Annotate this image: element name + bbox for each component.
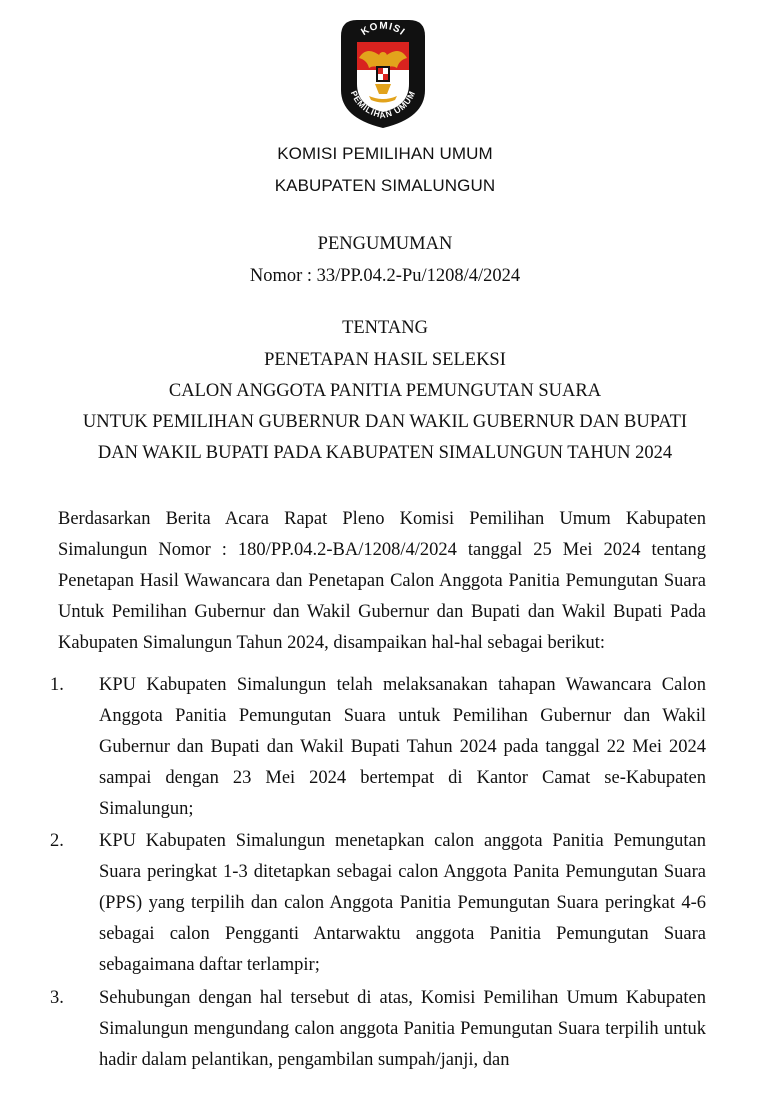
list-item-number: 3.: [50, 988, 64, 1008]
logo-text-bottom: PEMILIHAN UMUM: [348, 89, 418, 121]
org-name-line2: KABUPATEN SIMALUNGUN: [274, 176, 496, 195]
list-item: [50, 983, 706, 1083]
logo-text-top: KOMISI: [359, 20, 407, 39]
list-item-text: Sehubungan dengan hal tersebut di atas, Komisi Pemilihan Umum Kabupaten Simalungun mengundang calon anggota Panitia Pemungutan Suara terpilih untuk hadir dalam pelantikan, pengambilan sumpah/janji, dan: [99, 988, 706, 1070]
subject-about: TENTANG: [342, 318, 428, 338]
subject-line: CALON ANGGOTA PANITIA PEMUNGUTAN SUARA: [168, 381, 602, 401]
org-name-line1: KOMISI PEMILIHAN UMUM: [277, 144, 493, 163]
list-item: [50, 670, 706, 825]
announcement-heading: PENGUMUMAN: [317, 234, 453, 254]
list-item: [50, 826, 706, 981]
subject-line: UNTUK PEMILIHAN GUBERNUR DAN WAKIL GUBERNUR DAN BUPATI: [82, 412, 688, 432]
kpu-garuda-emblem-icon: [333, 14, 433, 132]
list-item-number: 1.: [50, 675, 64, 695]
intro-paragraph: Berdasarkan Berita Acara Rapat Pleno Komisi Pemilihan Umum Kabupaten Simalungun Nomor : 180/PP.04.2-BA/1208/4/2024 tanggal 25 Mei 2024 tentang Penetapan Hasil Wawancara dan Penetapan Calon Anggota Panitia Pemungutan Suara Untuk Pemilihan Gubernur dan Wakil Gubernur dan Bupati dan Wakil Bupati Pada Kabupaten Simalungun Tahun 2024, disampaikan hal-hal sebagai berikut:: [58, 509, 706, 653]
announcement-number: Nomor : 33/PP.04.2-Pu/1208/4/2024: [249, 266, 521, 286]
list-item-text: KPU Kabupaten Simalungun telah melaksanakan tahapan Wawancara Calon Anggota Panitia Pemungutan Suara untuk Pemilihan Gubernur dan Wakil Gubernur dan Bupati dan Wakil Bupati Tahun 2024 pada tanggal 22 Mei 2024 sampai dengan 23 Mei 2024 bertempat di Kantor Camat se-Kabupaten Simalungun;: [99, 675, 706, 819]
subject-line: DAN WAKIL BUPATI PADA KABUPATEN SIMALUNGUN TAHUN 2024: [97, 443, 673, 463]
list-item-number: 2.: [50, 831, 64, 851]
list-item-text: KPU Kabupaten Simalungun menetapkan calon anggota Panitia Pemungutan Suara peringkat 1-3 ditetapkan sebagai calon Anggota Panita Pemungutan Suara (PPS) yang terpilih dan calon Anggota Panitia Pemungutan Suara peringkat 4-6 sebagai calon Pengganti Antarwaktu anggota Panitia Pemungutan Suara sebagaimana daftar terlampir;: [99, 831, 706, 975]
subject-line: PENETAPAN HASIL SELEKSI: [264, 350, 506, 370]
